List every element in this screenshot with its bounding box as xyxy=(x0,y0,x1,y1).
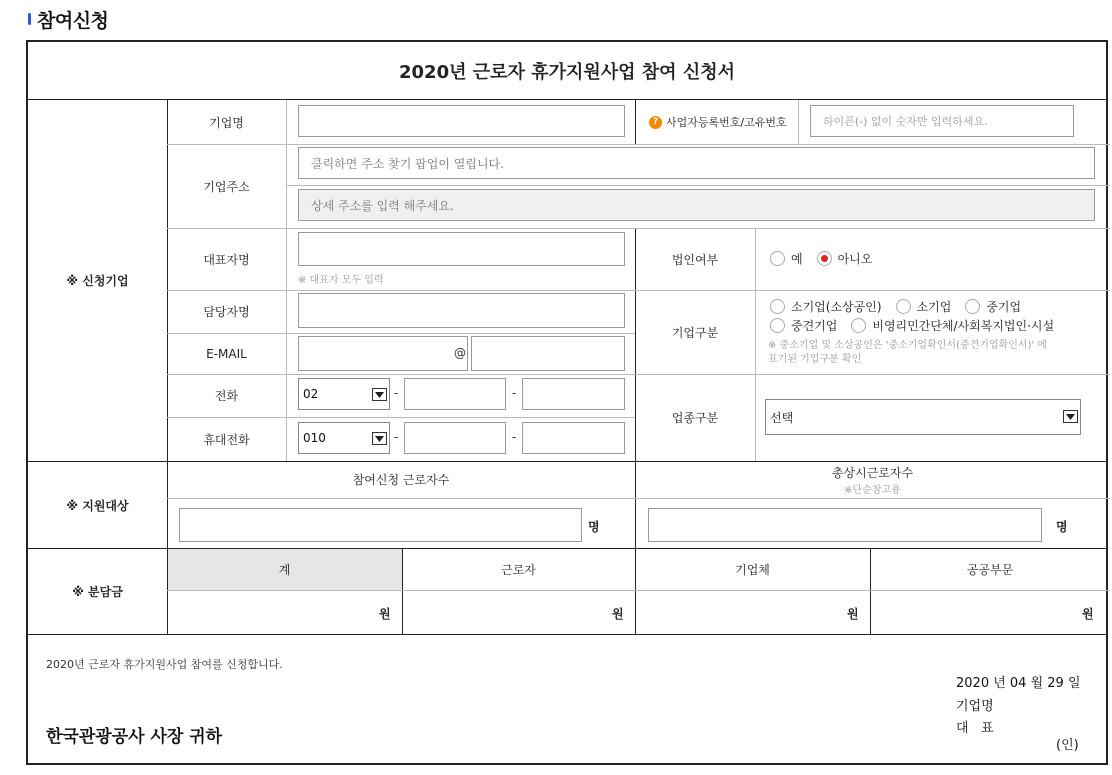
ceo-input[interactable] xyxy=(298,232,625,266)
share-company-unit: 원 xyxy=(847,607,859,621)
industry-label: 업종구분 xyxy=(671,411,719,425)
mobile-last-input[interactable] xyxy=(522,422,625,454)
biz-no-label: ? 사업자등록번호/고유번호 xyxy=(635,100,798,144)
page-title: 참여신청 xyxy=(37,9,109,32)
phone-last-input[interactable] xyxy=(522,378,625,410)
company-name-label: 기업명 xyxy=(209,115,244,130)
email-user-input[interactable] xyxy=(298,336,468,371)
participants-unit: 명 xyxy=(588,520,600,534)
section-label-share: ※ 분담금 xyxy=(72,585,123,599)
email-domain-input[interactable] xyxy=(471,336,625,371)
form-title: 2020년 근로자 휴가지원사업 참여 신청서 xyxy=(28,42,1106,100)
heading-marker xyxy=(28,13,31,25)
application-form: 2020년 근로자 휴가지원사업 참여 신청서 ※ 신청기업 ※ 지원대상 ※ 분담금 기업명 ? 사업자등록번호/고유번호 하이픈(-) 없이 숫자만 입력하세요. 기업주소 클릭하면 주소 찾기 팝업이 열립니다. 상세 주소를 입력 해주세요. 대표자명 ※ 대표자 모두 입력 법인여부 예 아니오 담당자명 기업구분 소기업(소상공인) 소기업 중기업 중견기업 비영리민간단체/사회복지법인·시설 ※ 중소기업 및 소상공인은 '중소기업확인서(중견기업확인서)' 에 표기된 기업구분 확인 E-MAIL @ 전화 02 - - 업종구분 선택 휴대전화 010 - - 참여신청 근로자수 총상시근로자수 ※단순참고용 명 명 계 근로자 기업체 공공부문 원 원 원 원 2020년 근로자 휴가지원사업 참여를 신청합니다. 2020 년 04 월 29 일 기업명 대 표 (인) 한국관광공사 사장 귀하 xyxy=(26,40,1108,765)
footer-addressee: 한국관광공사 사장 귀하 xyxy=(46,727,223,747)
section-label-target: ※ 지원대상 xyxy=(66,498,129,513)
footer-statement: 2020년 근로자 휴가지원사업 참여를 신청합니다. xyxy=(46,658,283,671)
address-search-input[interactable]: 클릭하면 주소 찾기 팝업이 열립니다. xyxy=(298,147,1095,179)
phone-label: 전화 xyxy=(214,389,239,403)
biz-no-input[interactable]: 하이픈(-) 없이 숫자만 입력하세요. xyxy=(810,105,1074,137)
type-option-medium[interactable]: 중기업 xyxy=(965,298,1021,315)
type-option-small[interactable]: 소기업 xyxy=(896,298,952,315)
corp-option-yes[interactable]: 예 xyxy=(770,250,803,267)
chevron-down-icon[interactable] xyxy=(372,388,387,401)
phone-middle-input[interactable] xyxy=(404,378,506,410)
mobile-prefix-select[interactable]: 010 xyxy=(298,422,390,454)
radio-checked-icon[interactable] xyxy=(817,251,832,266)
mobile-middle-input[interactable] xyxy=(404,422,506,454)
type-option-small-biz[interactable]: 소기업(소상공인) xyxy=(770,298,882,315)
chevron-down-icon[interactable] xyxy=(1063,410,1078,423)
chevron-down-icon[interactable] xyxy=(372,432,387,445)
industry-select[interactable]: 선택 xyxy=(765,399,1081,435)
company-type-label: 기업구분 xyxy=(671,325,719,340)
participants-label: 참여신청 근로자수 xyxy=(352,473,450,487)
footer-rep-label: 대 표 xyxy=(956,721,994,736)
share-header-public: 공공부문 xyxy=(966,562,1014,577)
corp-radio-group xyxy=(770,250,886,267)
radio-unchecked-icon[interactable] xyxy=(851,318,866,333)
type-option-nonprofit[interactable]: 비영리민간단체/사회복지법인·시설 xyxy=(851,317,1054,334)
company-name-input[interactable] xyxy=(298,105,625,137)
share-public-unit: 원 xyxy=(1082,607,1094,621)
ceo-note: ※ 대표자 모두 입력 xyxy=(298,275,384,286)
manager-input[interactable] xyxy=(298,293,625,328)
mobile-label: 휴대전화 xyxy=(203,432,250,447)
page-heading xyxy=(28,6,108,32)
share-header-total: 계 xyxy=(278,562,291,577)
radio-unchecked-icon[interactable] xyxy=(770,318,785,333)
address-detail-input[interactable]: 상세 주소를 입력 해주세요. xyxy=(298,189,1095,221)
total-workers-input[interactable] xyxy=(648,508,1042,542)
corp-option-no[interactable]: 아니오 xyxy=(817,250,873,267)
address-label: 기업주소 xyxy=(203,179,250,194)
participants-input[interactable] xyxy=(179,508,582,542)
email-label: E-MAIL xyxy=(206,346,247,361)
share-total-unit: 원 xyxy=(379,607,391,621)
question-icon[interactable]: ? xyxy=(649,116,662,129)
total-workers-label: 총상시근로자수 ※단순참고용 xyxy=(831,465,914,496)
type-option-midsize[interactable]: 중견기업 xyxy=(770,317,837,334)
ceo-label: 대표자명 xyxy=(203,252,250,267)
company-type-note-1: ※ 중소기업 및 소상공인은 '중소기업확인서(중견기업확인서)' 에 xyxy=(768,340,1048,351)
corp-label: 법인여부 xyxy=(671,252,719,267)
footer-seal: (인) xyxy=(1056,738,1079,753)
share-header-company: 기업체 xyxy=(735,562,770,577)
radio-unchecked-icon[interactable] xyxy=(965,299,980,314)
phone-prefix-select[interactable]: 02 xyxy=(298,378,390,410)
manager-label: 담당자명 xyxy=(203,305,250,319)
company-type-row2 xyxy=(770,317,1068,334)
radio-unchecked-icon[interactable] xyxy=(770,299,785,314)
share-worker-unit: 원 xyxy=(612,607,624,621)
section-label-company: ※ 신청기업 xyxy=(66,274,129,288)
footer-date: 2020 년 04 월 29 일 xyxy=(956,676,1081,691)
share-header-worker: 근로자 xyxy=(501,562,536,577)
radio-unchecked-icon[interactable] xyxy=(896,299,911,314)
company-type-note-2: 표기된 기업구분 확인 xyxy=(768,354,862,365)
total-workers-unit: 명 xyxy=(1056,520,1068,534)
email-at-sign: @ xyxy=(454,346,466,360)
radio-unchecked-icon[interactable] xyxy=(770,251,785,266)
company-type-row1 xyxy=(770,298,1035,315)
footer-company-label: 기업명 xyxy=(956,699,994,714)
